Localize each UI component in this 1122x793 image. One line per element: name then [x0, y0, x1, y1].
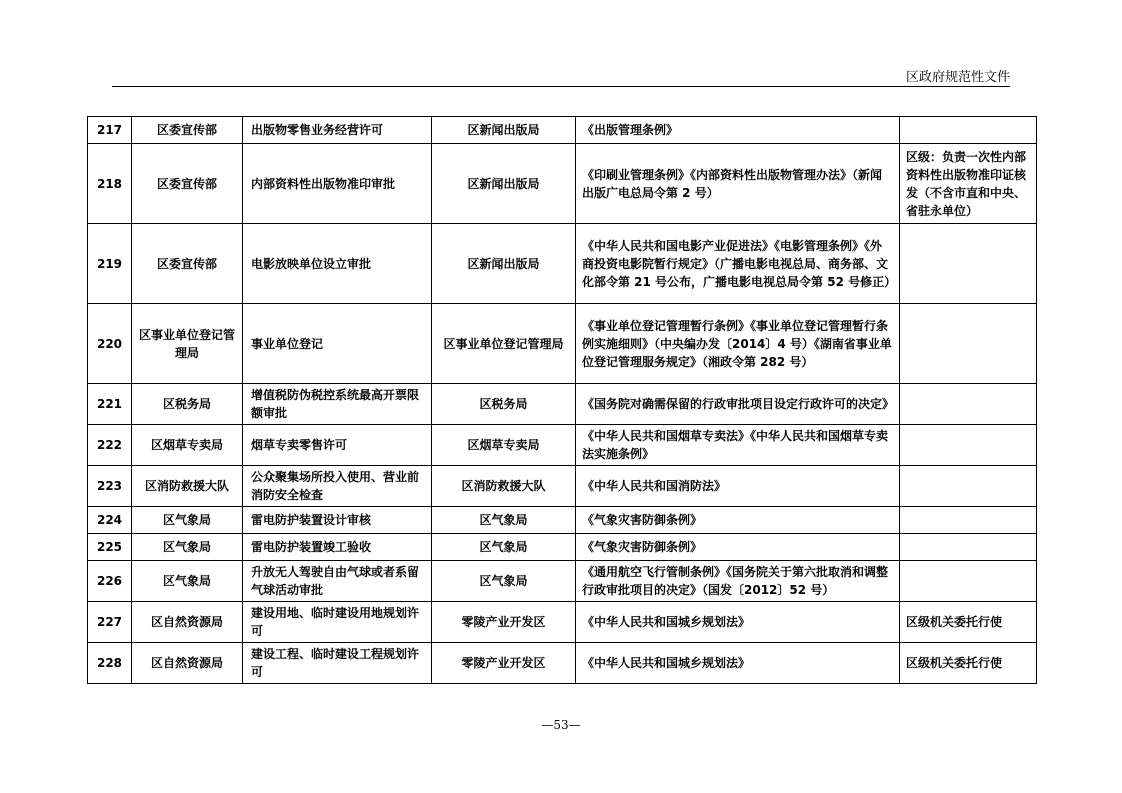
permit-item-cell: 雷电防护装置竣工验收 [243, 534, 432, 561]
permit-item-cell: 雷电防护装置设计审核 [243, 507, 432, 534]
remarks-cell [900, 425, 1037, 466]
permit-item-cell: 烟草专卖零售许可 [243, 425, 432, 466]
department-cell: 区气象局 [132, 534, 243, 561]
remarks-cell: 区级机关委托行使 [900, 643, 1037, 684]
implementing-body-cell: 零陵产业开发区 [432, 602, 576, 643]
row-number: 224 [88, 507, 132, 534]
department-cell: 区委宣传部 [132, 144, 243, 224]
implementing-body-cell: 区税务局 [432, 384, 576, 425]
remarks-cell [900, 466, 1037, 507]
department-cell: 区自然资源局 [132, 643, 243, 684]
legal-basis-cell: 《气象灾害防御条例》 [576, 507, 900, 534]
table-row [88, 304, 1037, 384]
permit-item-cell: 建设工程、临时建设工程规划许可 [243, 643, 432, 684]
legal-basis-cell: 《通用航空飞行管制条例》《国务院关于第六批取消和调整行政审批项目的决定》（国发〔2012〕52 号） [576, 561, 900, 602]
remarks-cell [900, 117, 1037, 144]
legal-basis-cell: 《出版管理条例》 [576, 117, 900, 144]
document-header-title: 区政府规范性文件 [905, 70, 1010, 85]
implementing-body-cell: 区事业单位登记管理局 [432, 304, 576, 384]
implementing-body-cell: 区消防救援大队 [432, 466, 576, 507]
row-number: 225 [88, 534, 132, 561]
table-row [88, 425, 1037, 466]
row-number: 218 [88, 144, 132, 224]
remarks-cell [900, 224, 1037, 304]
permit-item-cell: 事业单位登记 [243, 304, 432, 384]
remarks-cell: 区级机关委托行使 [900, 602, 1037, 643]
legal-basis-cell: 《中华人民共和国城乡规划法》 [576, 643, 900, 684]
department-cell: 区委宣传部 [132, 224, 243, 304]
implementing-body-cell: 零陵产业开发区 [432, 643, 576, 684]
implementing-body-cell: 区新闻出版局 [432, 224, 576, 304]
row-number: 228 [88, 643, 132, 684]
table-row [88, 224, 1037, 304]
table-row [88, 643, 1037, 684]
table-row [88, 534, 1037, 561]
legal-basis-cell: 《中华人民共和国烟草专卖法》《中华人民共和国烟草专卖法实施条例》 [576, 425, 900, 466]
department-cell: 区委宣传部 [132, 117, 243, 144]
implementing-body-cell: 区烟草专卖局 [432, 425, 576, 466]
permit-item-cell: 出版物零售业务经营许可 [243, 117, 432, 144]
department-cell: 区自然资源局 [132, 602, 243, 643]
legal-basis-cell: 《气象灾害防御条例》 [576, 534, 900, 561]
table-row [88, 384, 1037, 425]
remarks-cell [900, 384, 1037, 425]
department-cell: 区消防救援大队 [132, 466, 243, 507]
implementing-body-cell: 区气象局 [432, 507, 576, 534]
department-cell: 区事业单位登记管理局 [132, 304, 243, 384]
remarks-cell [900, 561, 1037, 602]
legal-basis-cell: 《中华人民共和国消防法》 [576, 466, 900, 507]
department-cell: 区气象局 [132, 561, 243, 602]
permit-item-cell: 公众聚集场所投入使用、营业前消防安全检查 [243, 466, 432, 507]
table-row [88, 144, 1037, 224]
legal-basis-cell: 《国务院对确需保留的行政审批项目设定行政许可的决定》 [576, 384, 900, 425]
table-row [88, 117, 1037, 144]
legal-basis-cell: 《中华人民共和国电影产业促进法》《电影管理条例》《外商投资电影院暂行规定》（广播电影电视总局、商务部、文化部令第 21 号公布，广播电影电视总局令第 52 号修正） [576, 224, 900, 304]
row-number: 217 [88, 117, 132, 144]
implementing-body-cell: 区气象局 [432, 534, 576, 561]
row-number: 223 [88, 466, 132, 507]
department-cell: 区气象局 [132, 507, 243, 534]
permit-item-cell: 增值税防伪税控系统最高开票限额审批 [243, 384, 432, 425]
row-number: 219 [88, 224, 132, 304]
implementing-body-cell: 区气象局 [432, 561, 576, 602]
row-number: 221 [88, 384, 132, 425]
legal-basis-cell: 《事业单位登记管理暂行条例》《事业单位登记管理暂行条例实施细则》（中央编办发〔2014〕4 号）《湖南省事业单位登记管理服务规定》（湘政令第 282 号） [576, 304, 900, 384]
remarks-cell [900, 304, 1037, 384]
permit-item-cell: 升放无人驾驶自由气球或者系留气球活动审批 [243, 561, 432, 602]
implementing-body-cell: 区新闻出版局 [432, 117, 576, 144]
header-divider [112, 86, 1010, 87]
department-cell: 区税务局 [132, 384, 243, 425]
remarks-cell [900, 534, 1037, 561]
implementing-body-cell: 区新闻出版局 [432, 144, 576, 224]
table-row [88, 466, 1037, 507]
legal-basis-cell: 《印刷业管理条例》《内部资料性出版物管理办法》（新闻出版广电总局令第 2 号） [576, 144, 900, 224]
legal-basis-cell: 《中华人民共和国城乡规划法》 [576, 602, 900, 643]
table-row [88, 561, 1037, 602]
row-number: 222 [88, 425, 132, 466]
permit-item-cell: 建设用地、临时建设用地规划许可 [243, 602, 432, 643]
permit-item-cell: 内部资料性出版物准印审批 [243, 144, 432, 224]
table-row [88, 507, 1037, 534]
row-number: 226 [88, 561, 132, 602]
permit-table [87, 116, 1037, 684]
row-number: 227 [88, 602, 132, 643]
permit-item-cell: 电影放映单位设立审批 [243, 224, 432, 304]
department-cell: 区烟草专卖局 [132, 425, 243, 466]
page-number: —53— [541, 718, 581, 732]
row-number: 220 [88, 304, 132, 384]
table-row [88, 602, 1037, 643]
permit-table-body [88, 117, 1037, 684]
remarks-cell [900, 507, 1037, 534]
remarks-cell: 区级：负责一次性内部资料性出版物准印证核发（不含市直和中央、省驻永单位） [900, 144, 1037, 224]
